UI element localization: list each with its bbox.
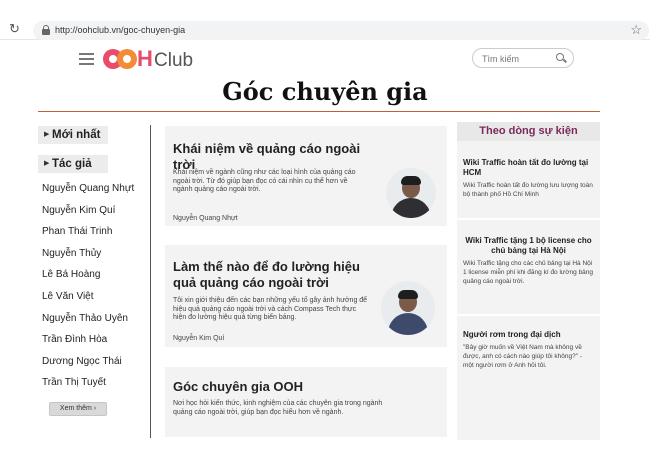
event-title[interactable]: Wiki Traffic tặng 1 bộ license cho chủ bảng tại Hà Nội: [465, 236, 592, 255]
bookmark-star-icon[interactable]: ☆: [630, 22, 642, 37]
search-box[interactable]: [472, 48, 574, 68]
sidebar-latest[interactable]: [38, 126, 108, 144]
sidebar-authors-label: Tác giả: [52, 158, 92, 170]
author-link[interactable]: Lê Bá Hoàng: [42, 269, 101, 281]
article-title[interactable]: Khái niệm về quảng cáo ngoài trời: [173, 141, 361, 172]
article-card[interactable]: [165, 245, 447, 347]
author-link[interactable]: Trần Thị Tuyết: [42, 377, 106, 389]
triangle-right-icon: ▶: [44, 160, 50, 167]
events-panel: [457, 122, 600, 440]
article-desc: Tôi xin giới thiệu đến các bạn những yếu tố gây ảnh hưởng để hiệu quả quảng cáo ngoài trời và cách Compass Tech thực hiện đo lường hiệu quả từng biển bảng.: [173, 297, 368, 321]
title-divider: [38, 111, 600, 112]
events-separator: [457, 314, 600, 316]
event-desc: Wiki Traffic hoàn tất đo lường lưu lượng toàn bộ thành phố Hồ Chí Minh: [463, 182, 593, 198]
events-separator: [457, 218, 600, 220]
sidebar-latest-label: Mới nhất: [52, 129, 101, 141]
search-icon[interactable]: [556, 53, 566, 63]
column-divider: [150, 125, 151, 438]
author-link[interactable]: Nguyễn Thủy: [42, 247, 102, 259]
site-logo[interactable]: [103, 47, 198, 73]
events-heading: Theo dòng sự kiện: [457, 122, 600, 141]
article-title[interactable]: Góc chuyên gia OOH: [173, 379, 304, 394]
logo-ring-orange: [117, 49, 137, 69]
event-desc: Wiki Traffic tặng cho các chủ bảng tại Hà Nội 1 license miễn phí khi đăng kí đo lường bảng quảng cáo ngoài trời.: [463, 260, 594, 285]
search-input[interactable]: [482, 52, 550, 65]
author-list: [42, 183, 134, 399]
event-title[interactable]: Wiki Traffic hoàn tất đo lường tại HCM: [463, 158, 589, 177]
more-authors-button[interactable]: Xem thêm ›: [49, 402, 107, 416]
author-link[interactable]: Trần Đình Hòa: [42, 334, 108, 346]
browser-toolbar: [0, 0, 650, 40]
article-title[interactable]: Làm thế nào để đo lường hiệu quả quảng cáo ngoài trời: [173, 259, 360, 290]
event-item[interactable]: [463, 158, 594, 199]
event-desc: "Bây giờ muốn về Việt Nam mà không về được, anh có cách nào giúp tôi không?" - một người rơm ở Anh hỏi tôi.: [463, 344, 582, 369]
sidebar-authors[interactable]: [38, 155, 108, 173]
article-card[interactable]: [165, 126, 447, 226]
article-desc: Nơi học hỏi kiến thức, kinh nghiệm của các chuyên gia trong ngành quảng cáo ngoài trời, giúp bạn đọc hiểu hơn về ngành.: [173, 400, 383, 416]
logo-h-mark: H: [137, 46, 153, 71]
lock-icon: [42, 25, 50, 35]
article-card[interactable]: [165, 367, 447, 437]
reload-icon[interactable]: ↻: [9, 21, 20, 36]
event-item[interactable]: [463, 236, 594, 286]
event-item[interactable]: [463, 330, 594, 370]
article-desc: Khái niệm về ngành cũng như các loại hình của quảng cáo ngoài trời. Từ đó giúp bạn đọc có cái nhìn cụ thể hơn về ngành quảng cáo ngoài trời.: [173, 169, 356, 193]
logo-club-text: Club: [154, 50, 194, 71]
author-avatar: [386, 168, 436, 218]
author-link[interactable]: Lê Văn Việt: [42, 290, 94, 302]
menu-icon[interactable]: [79, 53, 94, 65]
author-link[interactable]: Nguyễn Kim Quí: [42, 204, 116, 216]
author-link[interactable]: Phan Thái Trinh: [42, 226, 113, 238]
article-author[interactable]: Nguyễn Quang Nhựt: [173, 215, 238, 222]
more-button-label: Xem thêm: [59, 405, 92, 412]
url-text[interactable]: http://oohclub.vn/goc-chuyen-gia: [55, 25, 186, 35]
address-bar[interactable]: [33, 21, 649, 40]
article-author[interactable]: Nguyễn Kim Quí: [173, 335, 225, 342]
event-title[interactable]: Người rơm trong đại dịch: [463, 330, 561, 339]
author-avatar: [381, 281, 435, 335]
triangle-right-icon: ▶: [44, 131, 50, 138]
author-link[interactable]: Nguyễn Quang Nhựt: [42, 183, 135, 194]
author-link[interactable]: Nguyễn Thảo Uyên: [42, 312, 128, 324]
page-title: Góc chuyên gia: [222, 77, 428, 106]
author-link[interactable]: Dương Ngọc Thái: [42, 355, 122, 367]
